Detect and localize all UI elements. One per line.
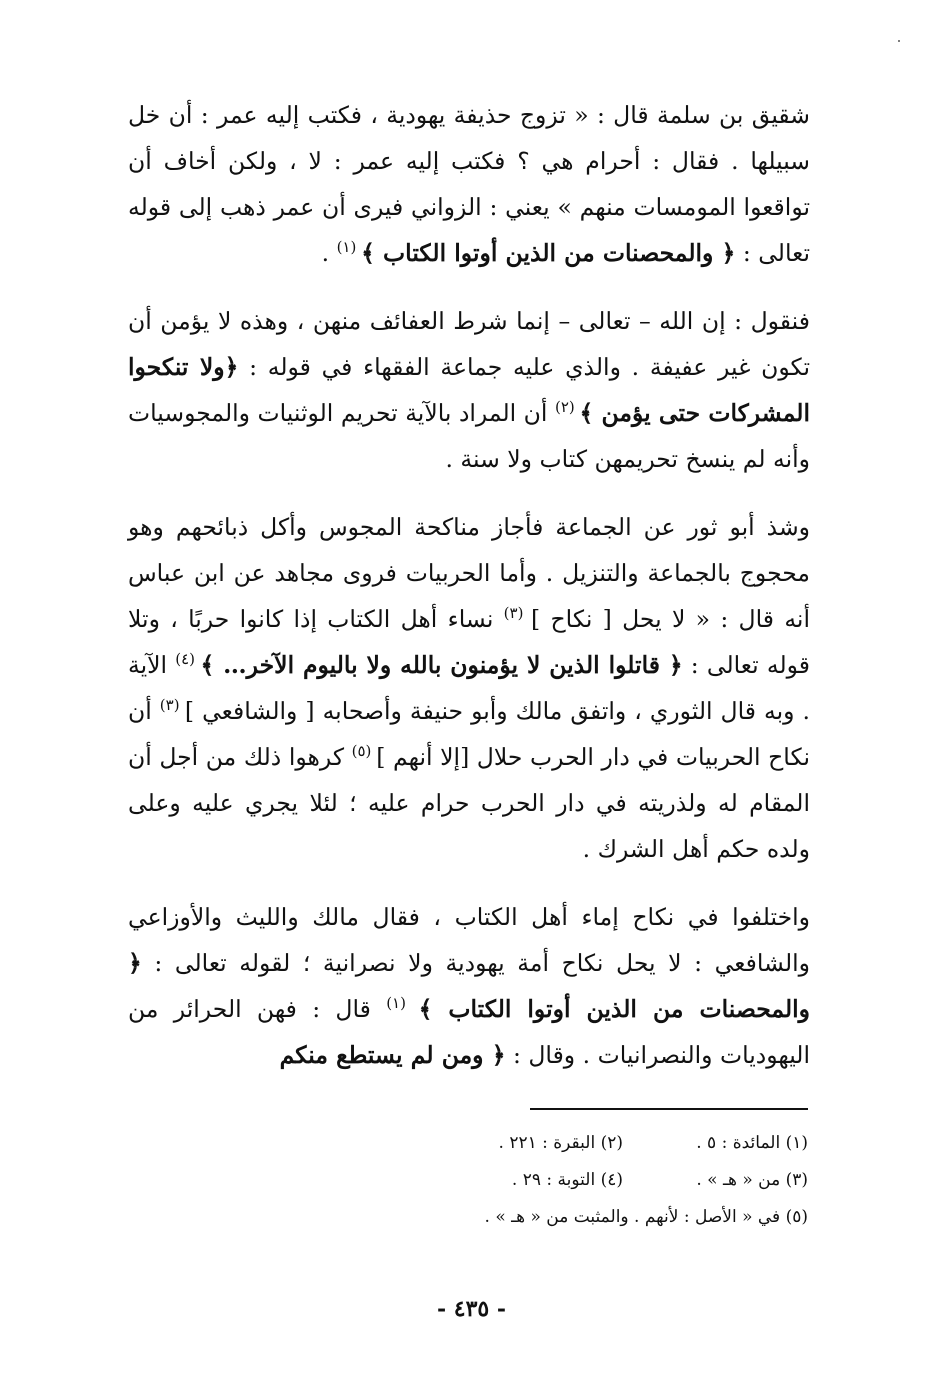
paragraph [128, 298, 810, 482]
quran-verse: ﴿ قاتلوا الذين لا يؤمنون بالله ولا باليوم الآخر… ﴾ [200, 651, 683, 679]
text-segment: شقيق بن سلمة قال : « تزوج حذيفة يهودية ، فكتب إليه عمر : أن خل سبيلها . فقال : أحرام هي ؟ فكتب إليه عمر : لا ، ولكن أخاف أن تواقعوا المومسات منهم » يعني : الزواني فيرى أن عمر ذهب إلى قوله تعالى : [128, 101, 810, 267]
page-body [128, 92, 810, 1078]
text-segment: الآية . وبه قال الثوري ، واتفق مالك وأبو حنيفة وأصحابه [ والشافعي ] [128, 651, 810, 725]
text-segment: نساء أهل الكتاب إذا كانوا حربًا ، وتلا قوله تعالى : [128, 605, 810, 679]
text-segment: كرهوا ذلك من أجل أن المقام له ولذريته في دار الحرب حرام عليه ؛ لئلا يجري عليه وعلى ولده حكم أهل الشرك . [128, 743, 810, 863]
footnote: (٣) من « هـ » . [696, 1170, 808, 1190]
footnote: (٤) التوبة : ٢٩ . [511, 1170, 623, 1190]
footnote-marker: (٢) [554, 398, 580, 417]
quran-verse: ﴿ولا تنكحوا المشركات حتى يؤمن ﴾ [128, 353, 810, 427]
footnote-row [288, 1162, 808, 1199]
footnote-marker: (١) [336, 238, 362, 257]
footnote-row [288, 1125, 808, 1162]
text-segment: أن نكاح الحربيات في دار الحرب حلال [إلا أنهم ] [128, 697, 810, 771]
paragraph [128, 504, 810, 872]
text-segment: فنقول : إن الله – تعالى – إنما شرط العفائف منهن ، وهذه لا يؤمن أن تكون غير عفيفة . والذي عليه جماعة الفقهاء في قوله : [128, 307, 811, 381]
footnote-row [288, 1199, 808, 1236]
footnote-marker: (٤) [175, 650, 201, 669]
text-segment: وشذ أبو ثور عن الجماعة فأجاز مناكحة المجوس وأكل ذبائحهم وهو محجوج بالجماعة والتنزيل . وأما الحربيات فروى مجاهد عن ابن عباس أنه قال : « لا يحل [ نكاح ] [128, 513, 810, 633]
footnote: (٥) في « الأصل : لأنهم . والمثبت من « هـ » . [484, 1207, 808, 1227]
scan-speck [898, 40, 900, 42]
footnote-separator [530, 1108, 808, 1110]
quran-verse: ﴿ ومن لم يستطع منكم [279, 1041, 506, 1069]
text-segment: . [321, 239, 337, 267]
footnote-marker: (٣) [503, 604, 532, 623]
page-number: - ٤٣٥ - [436, 1296, 507, 1322]
footnote-marker: (١) [386, 994, 419, 1013]
footnotes [288, 1125, 808, 1236]
footnote: (١) المائدة : ٥ . [696, 1133, 808, 1153]
paragraph [128, 92, 810, 276]
quran-verse: ﴿ والمحصنات من الذين أوتوا الكتاب ﴾ [361, 239, 736, 267]
paragraph [128, 894, 810, 1078]
quran-verse: ﴿ والمحصنات من الذين أوتوا الكتاب ﴾ [128, 949, 810, 1023]
footnote-marker: (٥) [351, 742, 377, 761]
text-segment: قال : فهن الحرائر من اليهوديات والنصرانيات . وقال : [128, 995, 810, 1069]
footnote-marker: (٣) [159, 696, 185, 715]
text-segment: واختلفوا في نكاح إماء أهل الكتاب ، فقال مالك والليث والأوزاعي والشافعي : لا يحل نكاح أمة يهودية ولا نصرانية ؛ لقوله تعالى : [128, 903, 810, 977]
footnote: (٢) البقرة : ٢٢١ . [498, 1133, 623, 1153]
text-segment: أن المراد بالآية تحريم الوثنيات والمجوسيات وأنه لم ينسخ تحريمهن كتاب ولا سنة . [128, 399, 810, 473]
